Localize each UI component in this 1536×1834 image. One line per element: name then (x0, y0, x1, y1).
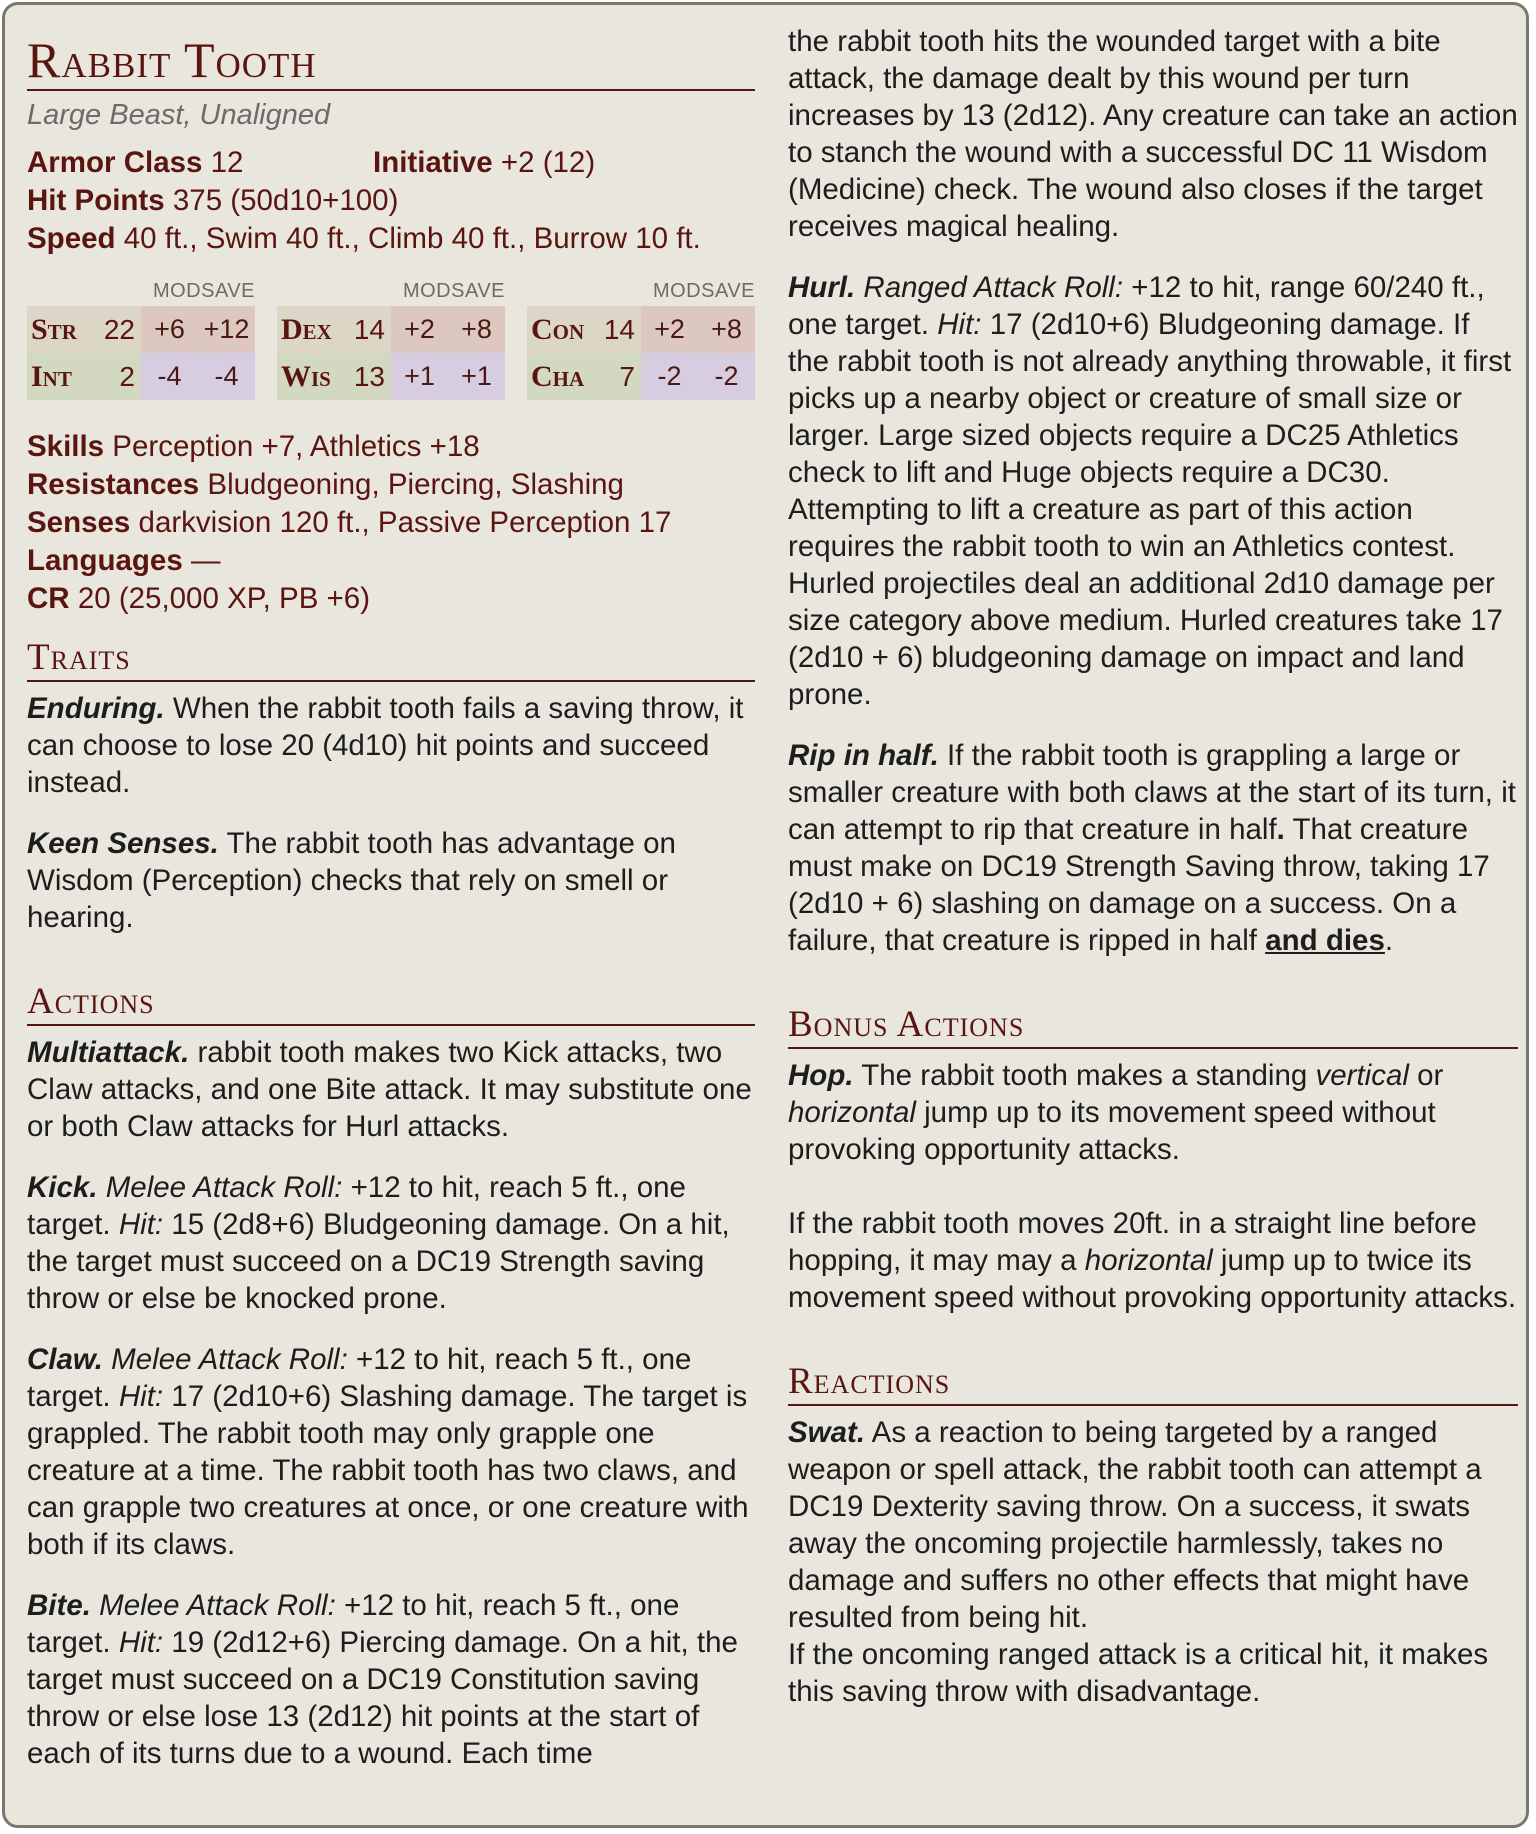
languages-value: — (190, 544, 221, 577)
action-kick (27, 1169, 755, 1317)
hop2-text-2: jump up to twice its movement speed without provoking opportunity attacks. (788, 1244, 1517, 1314)
left-column (27, 19, 755, 1772)
ability-int (27, 353, 255, 400)
ability-label: Cha (531, 359, 585, 393)
hit-points-line (27, 182, 755, 220)
action-name: Multiattack. (27, 1036, 190, 1069)
ability-str (27, 306, 255, 353)
hop-text-1: The rabbit tooth makes a standing (861, 1059, 1308, 1092)
cr-value: 20 (25,000 XP, PB +6) (77, 582, 371, 615)
skills-label: Skills (27, 430, 105, 463)
right-column (788, 23, 1518, 1710)
ability-label: Wis (281, 359, 331, 393)
ability-dex (277, 306, 505, 353)
mod-header: MOD (652, 280, 702, 302)
languages-label: Languages (27, 544, 183, 577)
hit-label: Hit: (118, 1626, 164, 1659)
ability-mod: +6 (141, 306, 198, 353)
action-name: Hop. (788, 1059, 854, 1092)
action-hurl (788, 269, 1518, 713)
resistances-value: Bludgeoning, Piercing, Slashing (207, 468, 624, 501)
cr-line (27, 580, 755, 618)
senses-value: darkvision 120 ft., Passive Perception 17 (138, 506, 672, 539)
bonus-action-hop-extra (788, 1205, 1518, 1316)
action-text: If the rabbit tooth is grappling a large or smaller creature with both claws at the start of its turn, it can attempt to rip that creature in half (788, 739, 1516, 846)
ability-mod: +1 (391, 353, 448, 400)
save-header: SAVE (451, 280, 505, 302)
save-header: SAVE (701, 280, 755, 302)
resistances-line (27, 466, 755, 504)
stat-block (2, 2, 1529, 1828)
ability-save: -2 (698, 353, 755, 400)
trait-text: The rabbit tooth has advantage on Wisdom (Perception) checks that rely on smell or hearing. (27, 827, 676, 934)
ability-save: -4 (198, 353, 255, 400)
bite-continued-text: the rabbit tooth hits the wounded target with a bite attack, the damage dealt by this wound per turn increases by 13 (2d12). Any creature can take an action to stanch the wound with a successful DC 11 Wisdom (Medicine) check. The wound also closes if the target receives magical healing. (788, 25, 1518, 243)
reaction-text-2: If the oncoming ranged attack is a critical hit, it makes this saving throw with disadvantage. (788, 1638, 1489, 1708)
action-name: Claw. (27, 1343, 103, 1376)
ability-mod: -4 (141, 353, 198, 400)
speed-value: 40 ft., Swim 40 ft., Climb 40 ft., Burrow 10 ft. (123, 222, 701, 255)
hp-label: Hit Points (27, 184, 165, 217)
trait-text: When the rabbit tooth fails a saving throw, it can choose to lose 20 (4d10) hit points and succeed instead. (27, 692, 744, 799)
vertical-word: vertical (1315, 1059, 1409, 1092)
ability-label: Int (31, 359, 72, 393)
action-name: Bite. (27, 1589, 91, 1622)
sentence-end: . (1384, 924, 1394, 957)
attack-type: Melee Attack Roll: (99, 1589, 336, 1622)
resistances-label: Resistances (27, 468, 200, 501)
ability-mod: -2 (641, 353, 698, 400)
hop2-text-1: If the rabbit tooth moves 20ft. in a straight line before hopping, it may may a (788, 1207, 1477, 1277)
action-text: rabbit tooth makes two Kick attacks, two Claw attacks, and one Bite attack. It may substitute one or both Claw attacks for Hurl attacks. (27, 1036, 752, 1143)
ability-score: 22 (103, 313, 135, 345)
cr-label: CR (27, 582, 70, 615)
skills-value: Perception +7, Athletics +18 (112, 430, 480, 463)
initiative-label: Initiative (373, 146, 493, 179)
action-name: Rip in half. (788, 739, 939, 772)
core-stats (27, 144, 755, 258)
ability-group-str-int (27, 280, 255, 400)
ability-score: 14 (353, 313, 385, 345)
ability-con (527, 306, 755, 353)
hop-text-3: jump up to its movement speed without provoking opportunity attacks. (788, 1096, 1436, 1166)
attack-type: Ranged Attack Roll: (863, 271, 1124, 304)
ac-value: 12 (210, 146, 244, 179)
hit-text: 15 (2d8+6) Bludgeoning damage. On a hit, the target must succeed on a DC19 Strength saving throw or else be knocked prone. (27, 1208, 730, 1315)
hit-text: 19 (2d12+6) Piercing damage. On a hit, the target must succeed on a DC19 Constitution saving throw or else lose 13 (2d12) hit points at the start of each of its turns due to a wound. Each time (27, 1626, 738, 1770)
ability-wis (277, 353, 505, 400)
action-claw (27, 1341, 755, 1563)
ability-header (277, 280, 505, 306)
ability-group-dex-wis (277, 280, 505, 400)
attack-type: Melee Attack Roll: (111, 1343, 348, 1376)
bonus-actions-heading: Bonus Actions (788, 1003, 1518, 1049)
actions-heading: Actions (27, 980, 755, 1026)
ability-header (27, 280, 255, 306)
ability-label: Con (531, 312, 585, 346)
ability-save: +12 (198, 306, 255, 353)
hit-text: 17 (2d10+6) Slashing damage. The target is grappled. The rabbit tooth may only grapple one creature at a time. The rabbit tooth has two claws, and can grapple two creatures at once, or one creature with both if its claws. (27, 1380, 749, 1561)
ability-label: Dex (281, 312, 332, 346)
armor-initiative-line (27, 144, 755, 182)
languages-line (27, 542, 755, 580)
reaction-name: Swat. (788, 1416, 866, 1449)
horizontal-word: horizontal (788, 1096, 916, 1129)
ability-header (527, 280, 755, 306)
skills-line (27, 428, 755, 466)
hit-label: Hit: (118, 1208, 164, 1241)
senses-line (27, 504, 755, 542)
trait-name: Enduring. (27, 692, 165, 725)
ability-score: 13 (353, 360, 385, 392)
action-bite-continued (788, 23, 1518, 245)
sentence-dot: . (1276, 813, 1285, 846)
ability-save: +8 (698, 306, 755, 353)
senses-label: Senses (27, 506, 131, 539)
mod-header: MOD (402, 280, 452, 302)
attack-text: +12 to hit, reach 5 ft., one target. (27, 1589, 680, 1659)
ability-label: Str (31, 312, 77, 346)
attack-type: Melee Attack Roll: (105, 1171, 343, 1204)
hop-text-2: or (1417, 1059, 1444, 1092)
ability-group-con-cha (527, 280, 755, 400)
bonus-action-hop (788, 1057, 1518, 1168)
action-multiattack (27, 1034, 755, 1145)
creature-type: Large Beast, Unaligned (27, 99, 331, 131)
ability-score: 7 (619, 360, 635, 392)
action-rip-in-half (788, 737, 1518, 959)
trait-name: Keen Senses. (27, 827, 219, 860)
reaction-swat (788, 1414, 1518, 1710)
ability-mod: +2 (641, 306, 698, 353)
reactions-heading: Reactions (788, 1360, 1518, 1406)
trait-keen-senses (27, 825, 755, 936)
and-dies-text: and dies (1265, 924, 1385, 957)
hit-text: 17 (2d10+6) Bludgeoning damage. If the rabbit tooth is not already anything throwable, it first picks up a nearby object or creature of small size or larger. Large sized objects require a DC25 Athletics check to lift and Huge objects require a DC30. Attempting to lift a creature as part of this action requires the rabbit tooth to win an Athletics contest. Hurled projectiles deal an additional 2d10 damage per size category above medium. Hurled creatures take 17 (2d10 + 6) bludgeoning damage on impact and land prone. (788, 308, 1512, 711)
creature-name: Rabbit Tooth (27, 31, 755, 91)
hit-label: Hit: (937, 308, 982, 341)
speed-label: Speed (27, 222, 116, 255)
action-bite (27, 1587, 755, 1772)
action-name: Kick. (27, 1171, 98, 1204)
traits-heading: Traits (27, 636, 755, 682)
hp-value: 375 (50d10+100) (172, 184, 399, 217)
initiative-value: +2 (12) (500, 146, 596, 179)
hit-label: Hit: (118, 1380, 164, 1413)
ability-score: 2 (119, 360, 135, 392)
action-name: Hurl. (788, 271, 856, 304)
ability-score: 14 (603, 313, 635, 345)
attack-text: +12 to hit, range 60/240 ft., one target. (788, 271, 1485, 341)
ac-label: Armor Class (27, 146, 203, 179)
reaction-text: As a reaction to being targeted by a ranged weapon or spell attack, the rabbit tooth can attempt a DC19 Dexterity saving throw. On a success, it swats away the oncoming projectile harmlessly, takes no damage and suffers no other effects that might have resulted from being hit. (788, 1416, 1482, 1634)
attack-text: +12 to hit, reach 5 ft., one target. (27, 1343, 692, 1413)
save-header: SAVE (201, 280, 255, 302)
mod-header: MOD (152, 280, 202, 302)
ability-scores (27, 280, 755, 408)
ability-save: +1 (448, 353, 505, 400)
attack-text: +12 to hit, reach 5 ft., one target. (27, 1171, 686, 1241)
ability-cha (527, 353, 755, 400)
action-text-2: That creature must make on DC19 Strength Saving throw, taking 17 (2d10 + 6) slashing on damage on a success. On a failure, that creature is ripped in half (788, 813, 1490, 957)
ability-mod: +2 (391, 306, 448, 353)
initiative (373, 144, 595, 182)
horizontal-word: horizontal (1084, 1244, 1213, 1277)
details (27, 428, 755, 618)
trait-enduring (27, 690, 755, 801)
speed-line (27, 220, 755, 258)
ability-save: +8 (448, 306, 505, 353)
